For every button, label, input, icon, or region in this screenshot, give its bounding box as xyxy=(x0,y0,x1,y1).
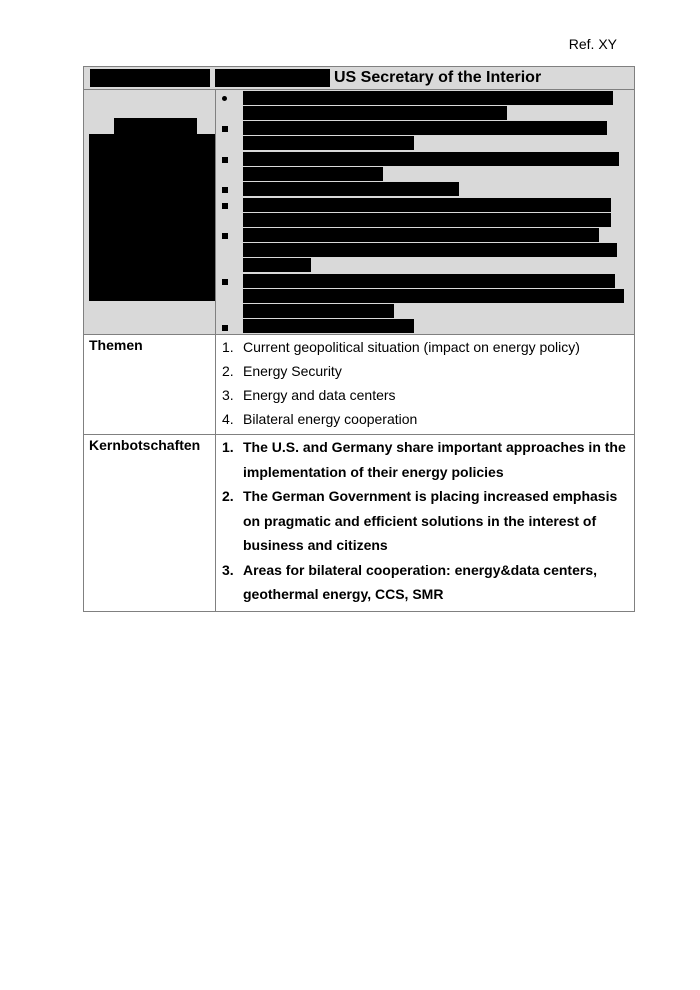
bullet-icon xyxy=(222,233,228,239)
redaction-bar xyxy=(243,198,611,212)
redaction-bar xyxy=(243,213,611,227)
redaction-bar xyxy=(243,274,615,288)
header-cell xyxy=(84,67,635,90)
key-messages-cell xyxy=(216,435,635,612)
photo-cell xyxy=(84,90,216,335)
list-item: 3. Areas for bilateral cooperation: energy&data centers, geothermal energy, CCS, SMR xyxy=(222,561,597,602)
list-item: 3. Energy and data centers xyxy=(222,387,396,403)
redaction-bar xyxy=(243,106,507,120)
redaction-bar xyxy=(243,289,624,303)
list-item: 1. The U.S. and Germany share important approaches in the implementation of their energy policies xyxy=(222,439,626,480)
bullet-icon xyxy=(222,157,228,163)
redaction-block xyxy=(215,69,330,87)
list-item: 4. Bilateral energy cooperation xyxy=(222,411,418,427)
redaction-bar xyxy=(243,167,383,181)
redaction-bar xyxy=(243,91,613,105)
topics-label: Themen xyxy=(84,335,216,435)
reference-label: Ref. XY xyxy=(568,36,617,52)
bio-row xyxy=(84,90,635,335)
key-messages-label: Kernbotschaften xyxy=(84,435,216,612)
topics-row xyxy=(84,335,635,435)
briefing-table xyxy=(83,66,635,612)
redaction-bar xyxy=(243,182,459,196)
header-title: US Secretary of the Interior xyxy=(334,69,542,86)
redaction-bar xyxy=(243,121,607,135)
redaction-bar xyxy=(243,228,599,242)
photo-redaction xyxy=(89,134,215,301)
key-messages-row xyxy=(84,435,635,612)
redaction-bar xyxy=(243,319,414,333)
topics-list xyxy=(216,335,634,434)
bullet-icon xyxy=(222,187,228,193)
header-row xyxy=(84,67,635,90)
redaction-bar xyxy=(243,258,311,272)
bio-cell xyxy=(216,90,635,335)
redaction-bar xyxy=(243,152,619,166)
redaction-bar xyxy=(243,304,394,318)
bullet-icon xyxy=(222,126,228,132)
list-item: 2. Energy Security xyxy=(222,363,342,379)
bullet-icon xyxy=(222,203,228,209)
bullet-icon xyxy=(222,96,227,101)
list-item: 2. The German Government is placing increased emphasis on pragmatic and efficient solutions in the interest of business and citizens xyxy=(222,488,618,553)
list-item: 1. Current geopolitical situation (impact on energy policy) xyxy=(222,339,580,355)
topics-cell xyxy=(216,335,635,435)
redaction-bar xyxy=(243,243,617,257)
key-messages-list xyxy=(216,435,634,611)
bullet-icon xyxy=(222,325,228,331)
redaction-block xyxy=(90,69,210,87)
redaction-bar xyxy=(243,136,414,150)
bullet-icon xyxy=(222,279,228,285)
